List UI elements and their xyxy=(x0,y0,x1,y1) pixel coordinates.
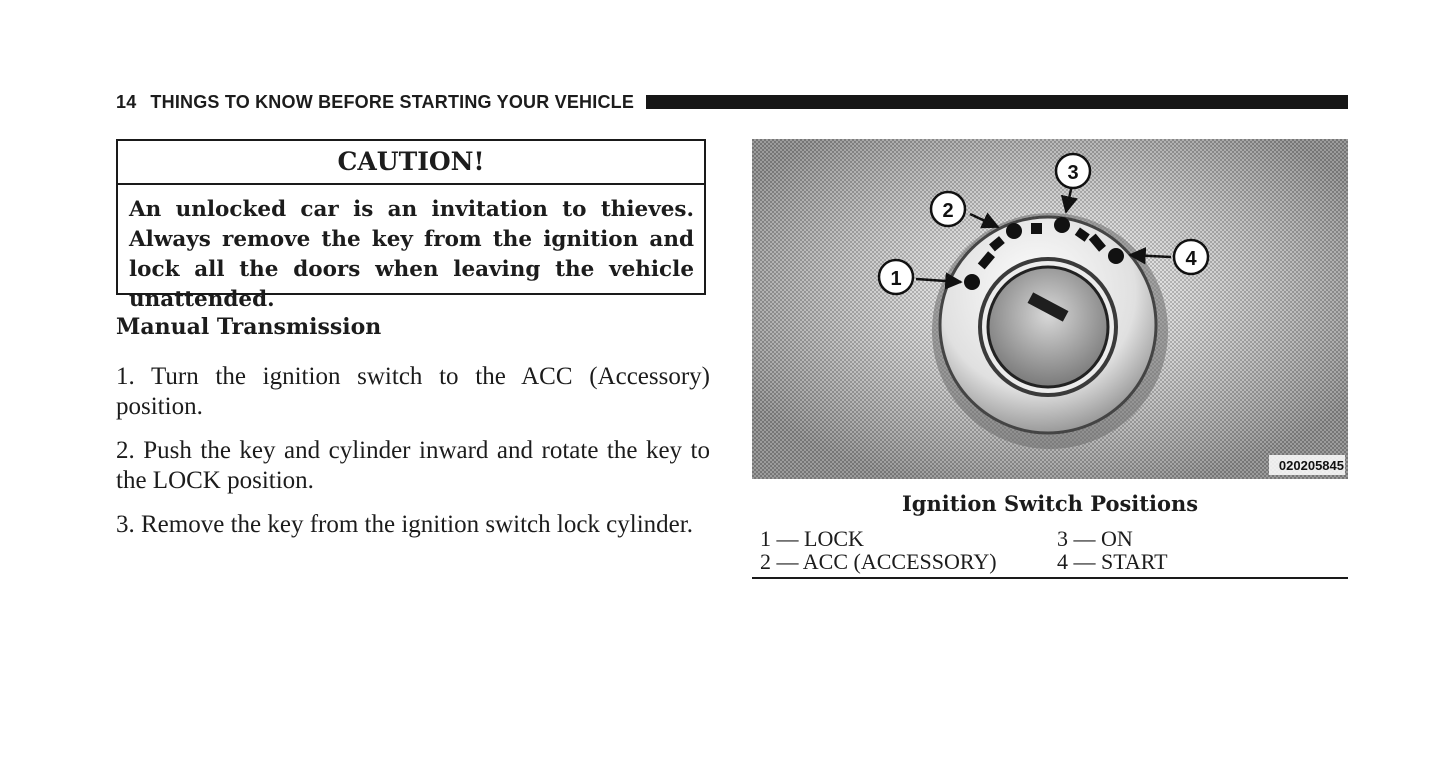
figure-id-code: 020205845 xyxy=(1278,458,1344,473)
page-header-text xyxy=(116,92,634,113)
step-3: 3. Remove the key from the ignition switch lock cylinder. xyxy=(116,511,693,538)
figure-legend xyxy=(752,527,1348,579)
caution-box xyxy=(116,139,706,312)
header-rule xyxy=(646,95,1348,109)
callout-1-label: 1 xyxy=(890,268,902,290)
callout-2 xyxy=(931,192,965,226)
section-title: THINGS TO KNOW BEFORE STARTING YOUR VEHICLE xyxy=(150,91,635,112)
manual-transmission-section xyxy=(116,312,710,554)
callout-1 xyxy=(879,260,913,294)
callout-2-label: 2 xyxy=(942,200,954,222)
legend-item-acc: 2 — ACC (ACCESSORY) xyxy=(760,549,997,574)
legend-item-start: 4 — START xyxy=(1057,549,1168,574)
legend-item-on: 3 — ON xyxy=(1057,526,1133,551)
ignition-switch-illustration xyxy=(752,139,1348,479)
step-2: 2. Push the key and cylinder inward and rotate the key to the LOCK position. xyxy=(116,437,710,494)
page-header xyxy=(116,90,1348,114)
figure-caption: Ignition Switch Positions xyxy=(901,491,1199,516)
ignition-switch-figure xyxy=(752,139,1348,479)
callout-4 xyxy=(1174,240,1208,274)
callout-4-label: 4 xyxy=(1185,248,1197,270)
section-heading: Manual Transmission xyxy=(116,314,382,340)
page-number: 14 xyxy=(116,91,137,112)
callout-3-label: 3 xyxy=(1067,162,1079,184)
caution-title: CAUTION! xyxy=(118,141,704,185)
legend-item-lock: 1 — LOCK xyxy=(760,526,864,551)
step-1: 1. Turn the ignition switch to the ACC (Accessory) position. xyxy=(116,363,710,420)
callout-3 xyxy=(1056,154,1090,188)
caution-text: An unlocked car is an invitation to thieves. Always remove the key from the ignition and lock all the doors when leaving the vehicle unattended. xyxy=(129,197,694,312)
